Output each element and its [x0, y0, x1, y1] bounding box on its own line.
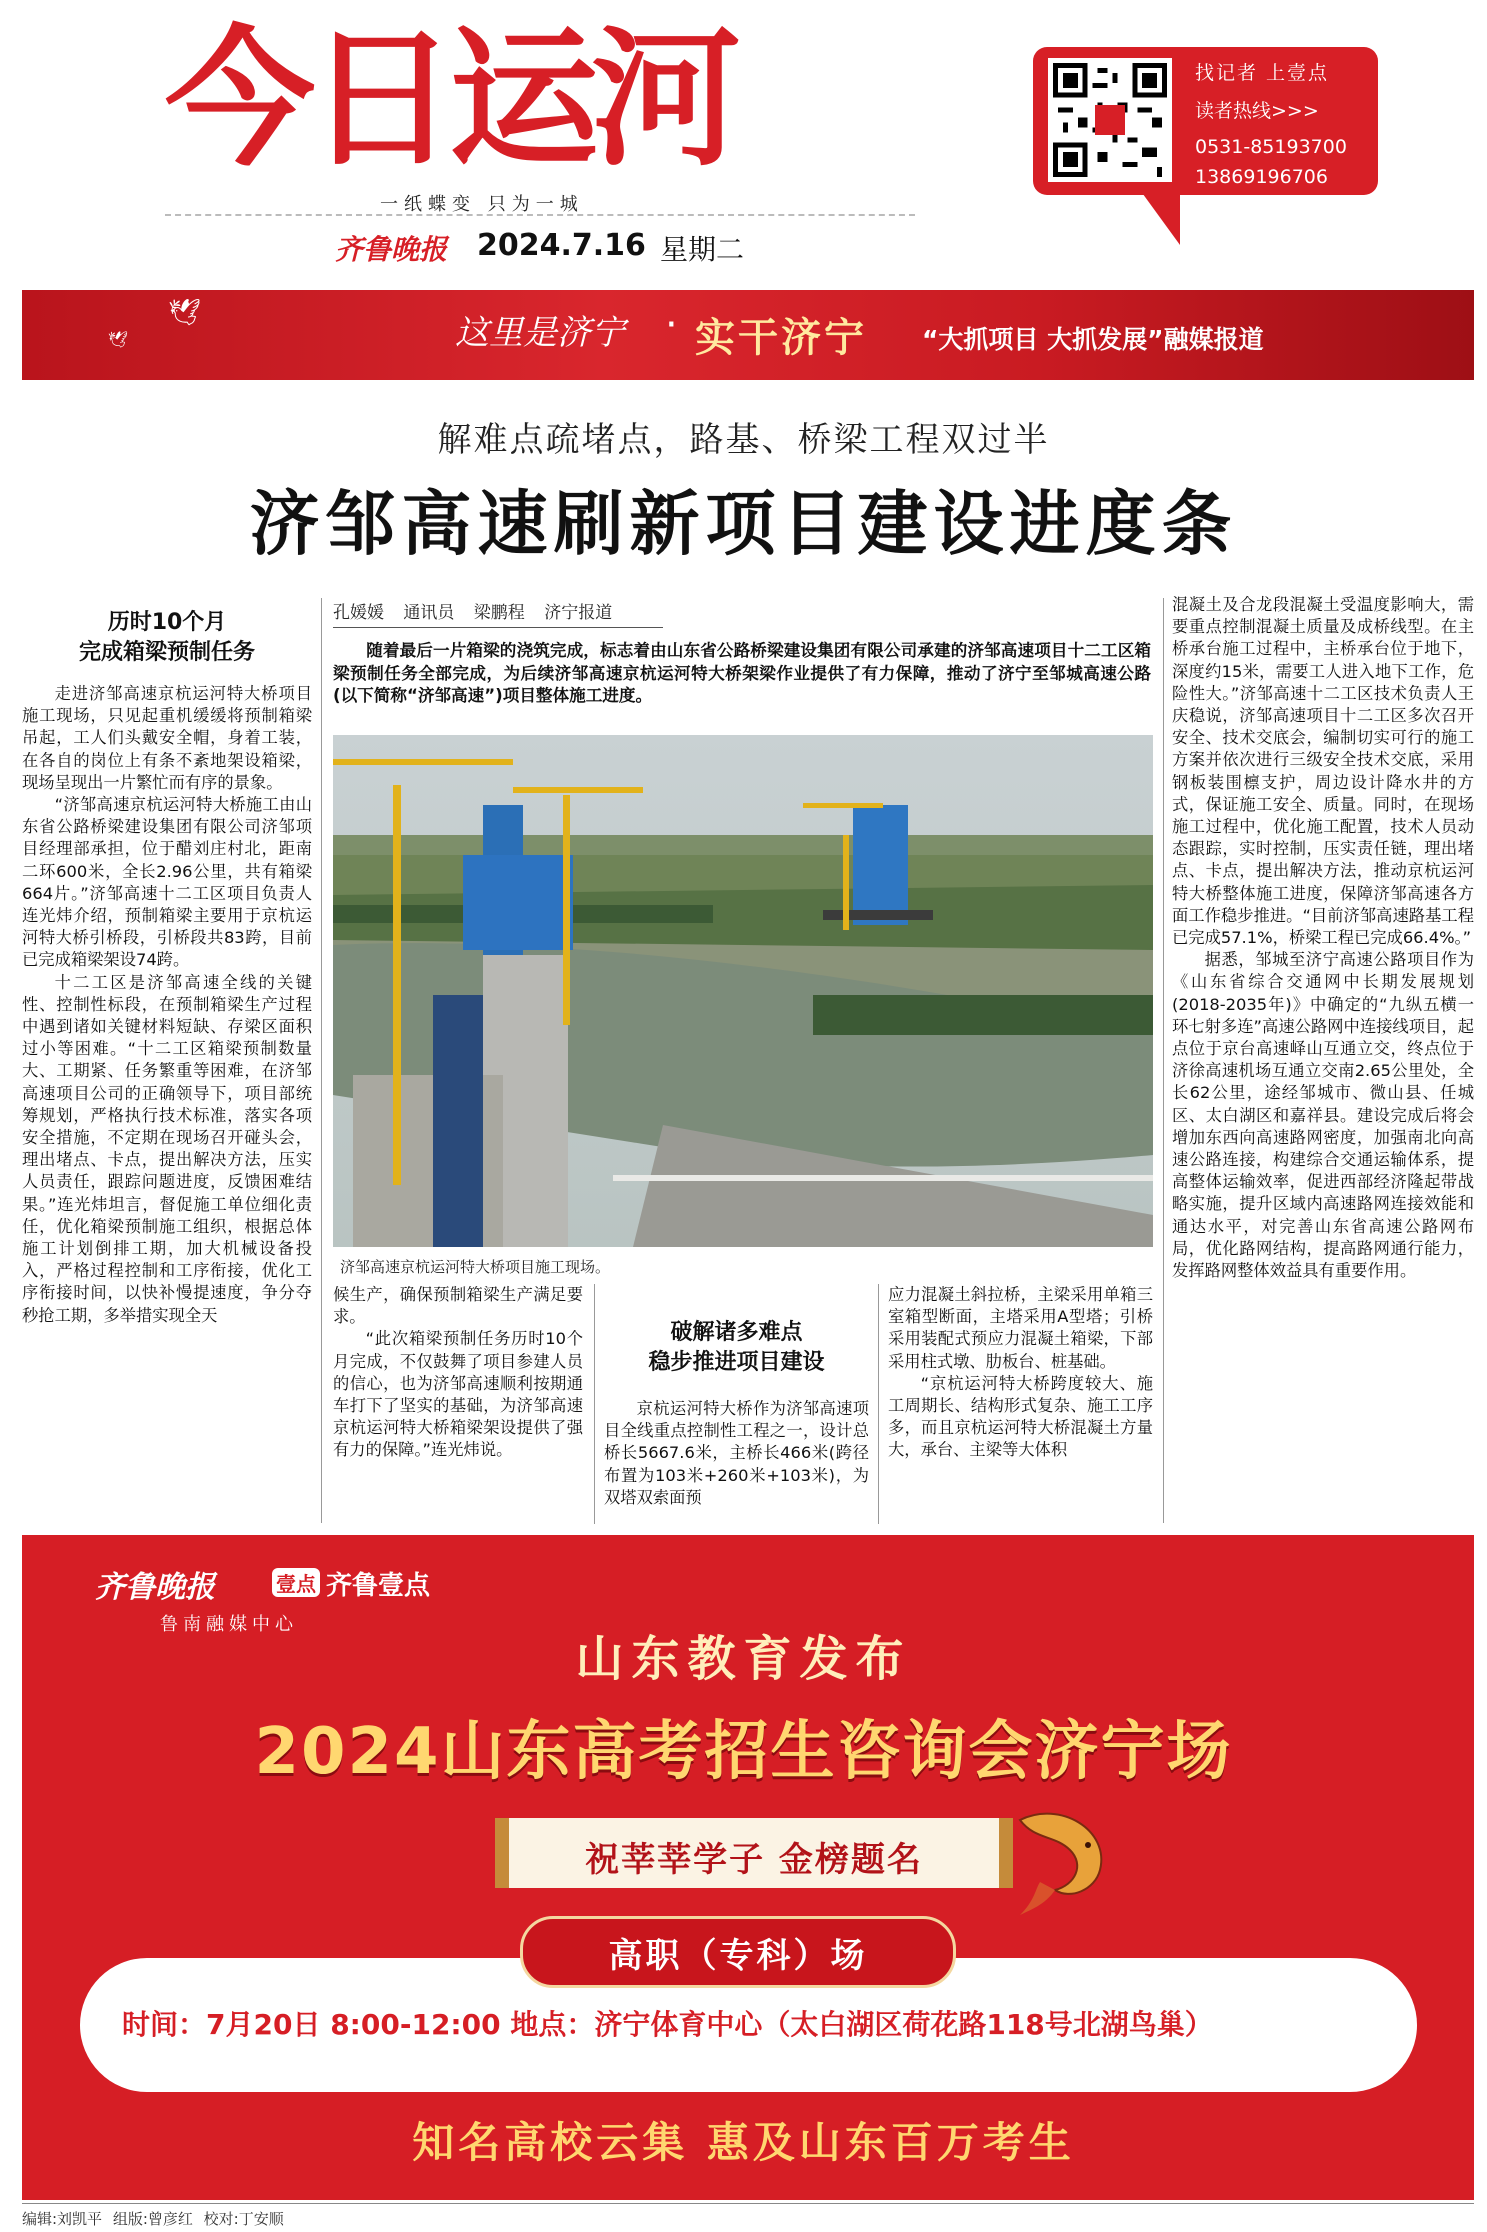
column-1: 走进济邹高速京杭运河特大桥项目施工现场，只见起重机缓缓将预制箱梁吊起，工人们头戴安全帽，身着工装，在各自的岗位上有条不紊地架设箱梁，现场呈现出一片繁忙而有序的景象。 “济邹高速京杭运河特大桥施工由山东省公路桥梁建设集团有限公司济邹项目经理部承担，位于醋刘庄村北，距南二环600米，全长2.96公里，共有箱梁664片。”济邹高速十二工区项目负责人连光炜介绍，预制箱梁主要用于京杭运河特大桥引桥段，引桥段共83跨，目前已完成箱梁架设74跨。 十二工区是济邹高速全线的关键性、控制性标段，在预制箱梁生产过程中遇到诸如关键材料短缺、存梁区面积过小等困难。“十二工区箱梁预制数量大、工期紧、任务繁重等困难，在济邹高速项目公司的正确领导下，项目部统筹规划，严格执行技术标准，落实各项安全措施，不定期在现场召开碰头会，理出堵点、卡点，提出解决方法，压实人员责任，跟踪问题进度，反馈困难结果。”连光炜坦言，督促施工单位细化责任，优化箱梁预制施工组织，根据总体施工计划倒排工期，加大机械设备投入，严格过程控制和工序衔接，优化工序衔接时间，以快补慢提速度，争分夺秒抢工期，多举措实现全天 — [22, 684, 312, 1325]
ad-title-2: 2024山东高考招生咨询会济宁场 — [254, 1715, 1233, 1789]
banner-subtitle: “大抓项目 大抓发展”融媒报道 — [922, 325, 1264, 354]
ad-media-center: 鲁南融媒中心 — [160, 1614, 298, 1635]
banner-main-title: 实干济宁 — [695, 314, 867, 361]
masthead-title: 今日运河 — [165, 13, 734, 187]
hotline-phone-1[interactable]: 0531-85193700 — [1195, 136, 1347, 158]
ad-title-1: 山东教育发布 — [575, 1631, 912, 1687]
column-2: 候生产，确保预制箱梁生产满足要求。 “此次箱梁预制任务历时10个月完成，不仅鼓舞了项目参建人员的信心，也为济邹高速顺利按期通车打下了坚实的基础，为济邹高速京杭运河特大桥箱梁架设提供了强有力的保障。”连光炜说。 — [333, 1285, 583, 1460]
koi-fish-icon — [1000, 1790, 1130, 1920]
column-4: 应力混凝土斜拉桥，主梁采用单箱三室箱型断面，主塔采用A型塔；引桥采用装配式预应力混凝土箱梁，下部采用柱式墩、肋板台、桩基础。 “京杭运河特大桥跨度较大、施工周期长、结构形式复杂、施工工序多，而且京杭运河特大桥混凝土方量大，承台、主梁等大体积 — [888, 1285, 1153, 1460]
issue-date: 2024.7.16 — [477, 228, 646, 263]
column-divider — [594, 1284, 595, 1524]
article-headline: 济邹高速刷新项目建设进度条 — [249, 482, 1238, 565]
column-5: 混凝土及合龙段混凝土受温度影响大，需要重点控制混凝土质量及成桥线型。在主桥承台施工过程中，主桥承台位于地下，深度约15米，需要工人进入地下工作，危险性大。”济邹高速十二工区技术负责人王庆稳说，济邹高速项目十二工区多次召开安全、技术交底会，编制切实可行的施工方案并依次进行三级安全技术交底，采用钢板装围檩支护，周边设计降水井的方式，保证施工安全、质量。同时，在现场施工过程中，优化施工配置，技术人员动态跟踪，实时控制，压实责任链，理出堵点、卡点，提出解决方法，推动京杭运河特大桥整体施工进度，保障济邹高速各方面工作稳步推进。“目前济邹高速路基工程已完成57.1%，桥梁工程已完成66.4%。” 据悉，邹城至济宁高速公路项目作为《山东省综合交通网中长期发展规划(2018-2035年)》中确定的“九纵五横一环七射多连”高速公路网中连接线项目，起点位于京台高速峄山互通立交，终点位于济徐高速机场互通立交南2.65公里处，全长62公里，途经邹城市、微山县、任城区、太白湖区和嘉祥县。建设完成后将会增加东西向高速路网密度，加强南北向高速公路连接，构建综合交通运输体系，提高整体运输效率，促进西部经济隆起带战略实施，提升区域内高速路网连接效能和通达水平，对完善山东省高速公路网布局，优化路网结构，提高路网通行能力，发挥路网整体效益具有重要作用。 — [1172, 595, 1474, 1281]
ad-time-location: 时间：7月20日 8:00-12:00 地点：济宁体育中心（太白湖区荷花路118号北湖鸟巢） — [122, 2008, 1213, 2041]
section-subhead-1: 历时10个月 完成箱梁预制任务 — [78, 610, 255, 665]
dove-icon: 🕊 — [108, 330, 129, 349]
byline-rule — [333, 627, 663, 628]
ad-scroll-text: 祝莘莘学子 金榜题名 — [585, 1840, 923, 1880]
column-divider — [878, 1284, 879, 1524]
page-credits: 编辑:刘凯平 组版:曾彦红 校对:丁安顺 — [22, 2210, 284, 2228]
column-divider — [1163, 598, 1164, 1523]
construction-photo — [333, 735, 1153, 1247]
masthead-slogan: 一纸蝶变 只为一城 — [380, 194, 584, 215]
hotline-tail — [1140, 190, 1180, 245]
issue-weekday: 星期二 — [660, 233, 745, 266]
hotline-phone-2[interactable]: 13869196706 — [1195, 166, 1328, 188]
ad-app-logo: 壹点 齐鲁壹点 — [272, 1565, 430, 1602]
hotline-slogan: 找记者 上壹点 — [1195, 62, 1330, 84]
hotline-label: 读者热线>>> — [1195, 100, 1319, 122]
section-subhead-2: 破解诸多难点 稳步推进项目建设 — [648, 1320, 825, 1375]
column-3: 京杭运河特大桥作为济邹高速项目全线重点控制性工程之一，设计总桥长5667.6米，主桥长466米(跨径布置为103米+260米+103米)，为双塔双索面预 — [604, 1399, 869, 1507]
ad-tagline: 知名高校云集 惠及山东百万考生 — [412, 2118, 1075, 2167]
article-kicker: 解难点疏堵点，路基、桥梁工程双过半 — [437, 420, 1050, 460]
article-lead: 随着最后一片箱梁的浇筑完成，标志着由山东省公路桥梁建设集团有限公司承建的济邹高速项目十二工区箱梁预制任务全部完成，为后续济邹高速京杭运河特大桥架梁作业提供了有力保障，推动了济宁至邹城高速公路(以下简称“济邹高速”)项目整体施工进度。 — [333, 641, 1151, 705]
banner-separator: · — [665, 302, 678, 348]
photo-caption: 济邹高速京杭运河特大桥项目施工现场。 — [340, 1258, 611, 1276]
credits-rule — [22, 2203, 1474, 2204]
ad-paper-logo: 齐鲁晚报 — [95, 1570, 215, 1605]
qr-code-icon[interactable] — [1048, 58, 1172, 182]
dove-icon: 🕊 — [168, 298, 202, 328]
column-divider — [321, 598, 322, 1523]
byline: 孔媛媛 通讯员 梁鹏程 济宁报道 — [333, 603, 613, 623]
paper-logo: 齐鲁晚报 — [335, 233, 448, 266]
masthead-divider — [165, 214, 915, 216]
ad-session-label: 高职（专科）场 — [608, 1936, 868, 1976]
banner-campaign: 这里是济宁 — [455, 313, 625, 353]
